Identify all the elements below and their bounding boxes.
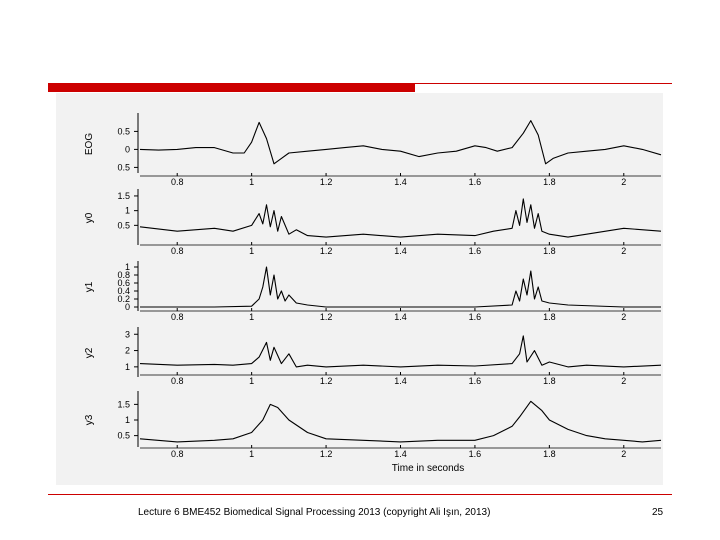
y-tick-label-y0: 1	[124, 205, 130, 216]
x-tick-label-EOG: 1.6	[468, 177, 482, 187]
x-tick-label-y1: 1.2	[319, 312, 333, 322]
y-tick-label-y2: 1	[124, 361, 130, 372]
y-label-y0: y0	[84, 212, 95, 224]
y-tick-label-y1: 1	[124, 262, 130, 272]
y-label-y3: y3	[84, 414, 95, 426]
x-tick-label-y2: 1.4	[394, 376, 407, 386]
y-tick-label-y2: 2	[124, 345, 130, 356]
y-tick-label-y1: 0.2	[117, 294, 130, 304]
signal-figure	[56, 93, 663, 485]
x-tick-label-y1: 1	[249, 312, 255, 322]
x-tick-label-y2: 1	[249, 376, 255, 386]
y-tick-label-EOG: 0.5	[117, 126, 130, 137]
y-label-EOG: EOG	[84, 132, 95, 156]
accent-line	[415, 83, 672, 84]
x-tick-label-y1: 0.8	[170, 312, 184, 322]
y-tick-label-y1: 0.4	[117, 286, 130, 296]
x-tick-label-EOG: 0.8	[170, 177, 184, 187]
series-line-y3	[140, 401, 661, 442]
x-tick-label-y3: 2	[621, 449, 627, 459]
x-tick-label-y3: 1	[249, 449, 255, 459]
x-tick-label-y3: 1.6	[468, 449, 482, 459]
x-tick-label-EOG: 1.4	[394, 177, 407, 187]
series-line-EOG	[140, 121, 661, 164]
series-line-y1	[140, 267, 661, 307]
page-number: 25	[652, 507, 664, 518]
x-tick-label-y3: 1.8	[543, 449, 556, 459]
y-tick-label-EOG: 0.5	[117, 162, 130, 173]
x-tick-label-y1: 2	[621, 312, 627, 322]
x-tick-label-y0: 1.2	[319, 246, 333, 256]
x-tick-label-EOG: 1.2	[319, 177, 333, 187]
series-line-y0	[140, 199, 661, 237]
y-tick-label-y2: 3	[124, 329, 130, 340]
y-tick-label-y1: 0	[124, 302, 130, 312]
y-tick-label-y3: 1.5	[117, 399, 130, 410]
x-tick-label-y0: 1.4	[394, 246, 407, 256]
y-tick-label-y0: 1.5	[117, 190, 130, 201]
y-tick-label-EOG: 0	[124, 144, 130, 155]
x-tick-label-y1: 1.8	[543, 312, 556, 322]
y-label-y1: y1	[84, 281, 95, 293]
x-tick-label-y0: 1.8	[543, 246, 556, 256]
x-tick-label-y2: 2	[621, 376, 627, 386]
x-tick-label-y0: 2	[621, 246, 627, 256]
y-tick-label-y0: 0.5	[117, 220, 130, 231]
x-tick-label-y0: 1	[249, 246, 255, 256]
x-tick-label-y3: 1.4	[394, 449, 407, 459]
x-tick-label-y2: 1.8	[543, 376, 556, 386]
y-tick-label-y1: 0.6	[117, 278, 130, 288]
y-tick-label-y3: 0.5	[117, 430, 130, 441]
x-tick-label-y1: 1.4	[394, 312, 407, 322]
footer-divider	[48, 494, 672, 495]
multi-panel-chart	[56, 93, 663, 485]
x-tick-label-y3: 1.2	[319, 449, 333, 459]
x-tick-label-y2: 1.6	[468, 376, 482, 386]
x-tick-label-y0: 0.8	[170, 246, 184, 256]
x-tick-label-y2: 1.2	[319, 376, 333, 386]
footer-text: Lecture 6 BME452 Biomedical Signal Processing 2013 (copyright Ali Işın, 2013)	[138, 507, 491, 518]
y-label-y2: y2	[84, 347, 95, 359]
series-line-y2	[140, 336, 661, 367]
x-tick-label-y3: 0.8	[170, 449, 184, 459]
x-axis-label: Time in seconds	[391, 463, 465, 474]
x-tick-label-y0: 1.6	[468, 246, 482, 256]
x-tick-label-y1: 1.6	[468, 312, 482, 322]
x-tick-label-y2: 0.8	[170, 376, 184, 386]
title-accent-bar	[48, 83, 672, 93]
y-tick-label-y3: 1	[124, 415, 130, 425]
x-tick-label-EOG: 2	[621, 177, 627, 187]
x-tick-label-EOG: 1	[249, 177, 255, 187]
x-tick-label-EOG: 1.8	[543, 177, 556, 187]
y-tick-label-y1: 0.8	[117, 270, 130, 280]
accent-block	[48, 83, 415, 92]
